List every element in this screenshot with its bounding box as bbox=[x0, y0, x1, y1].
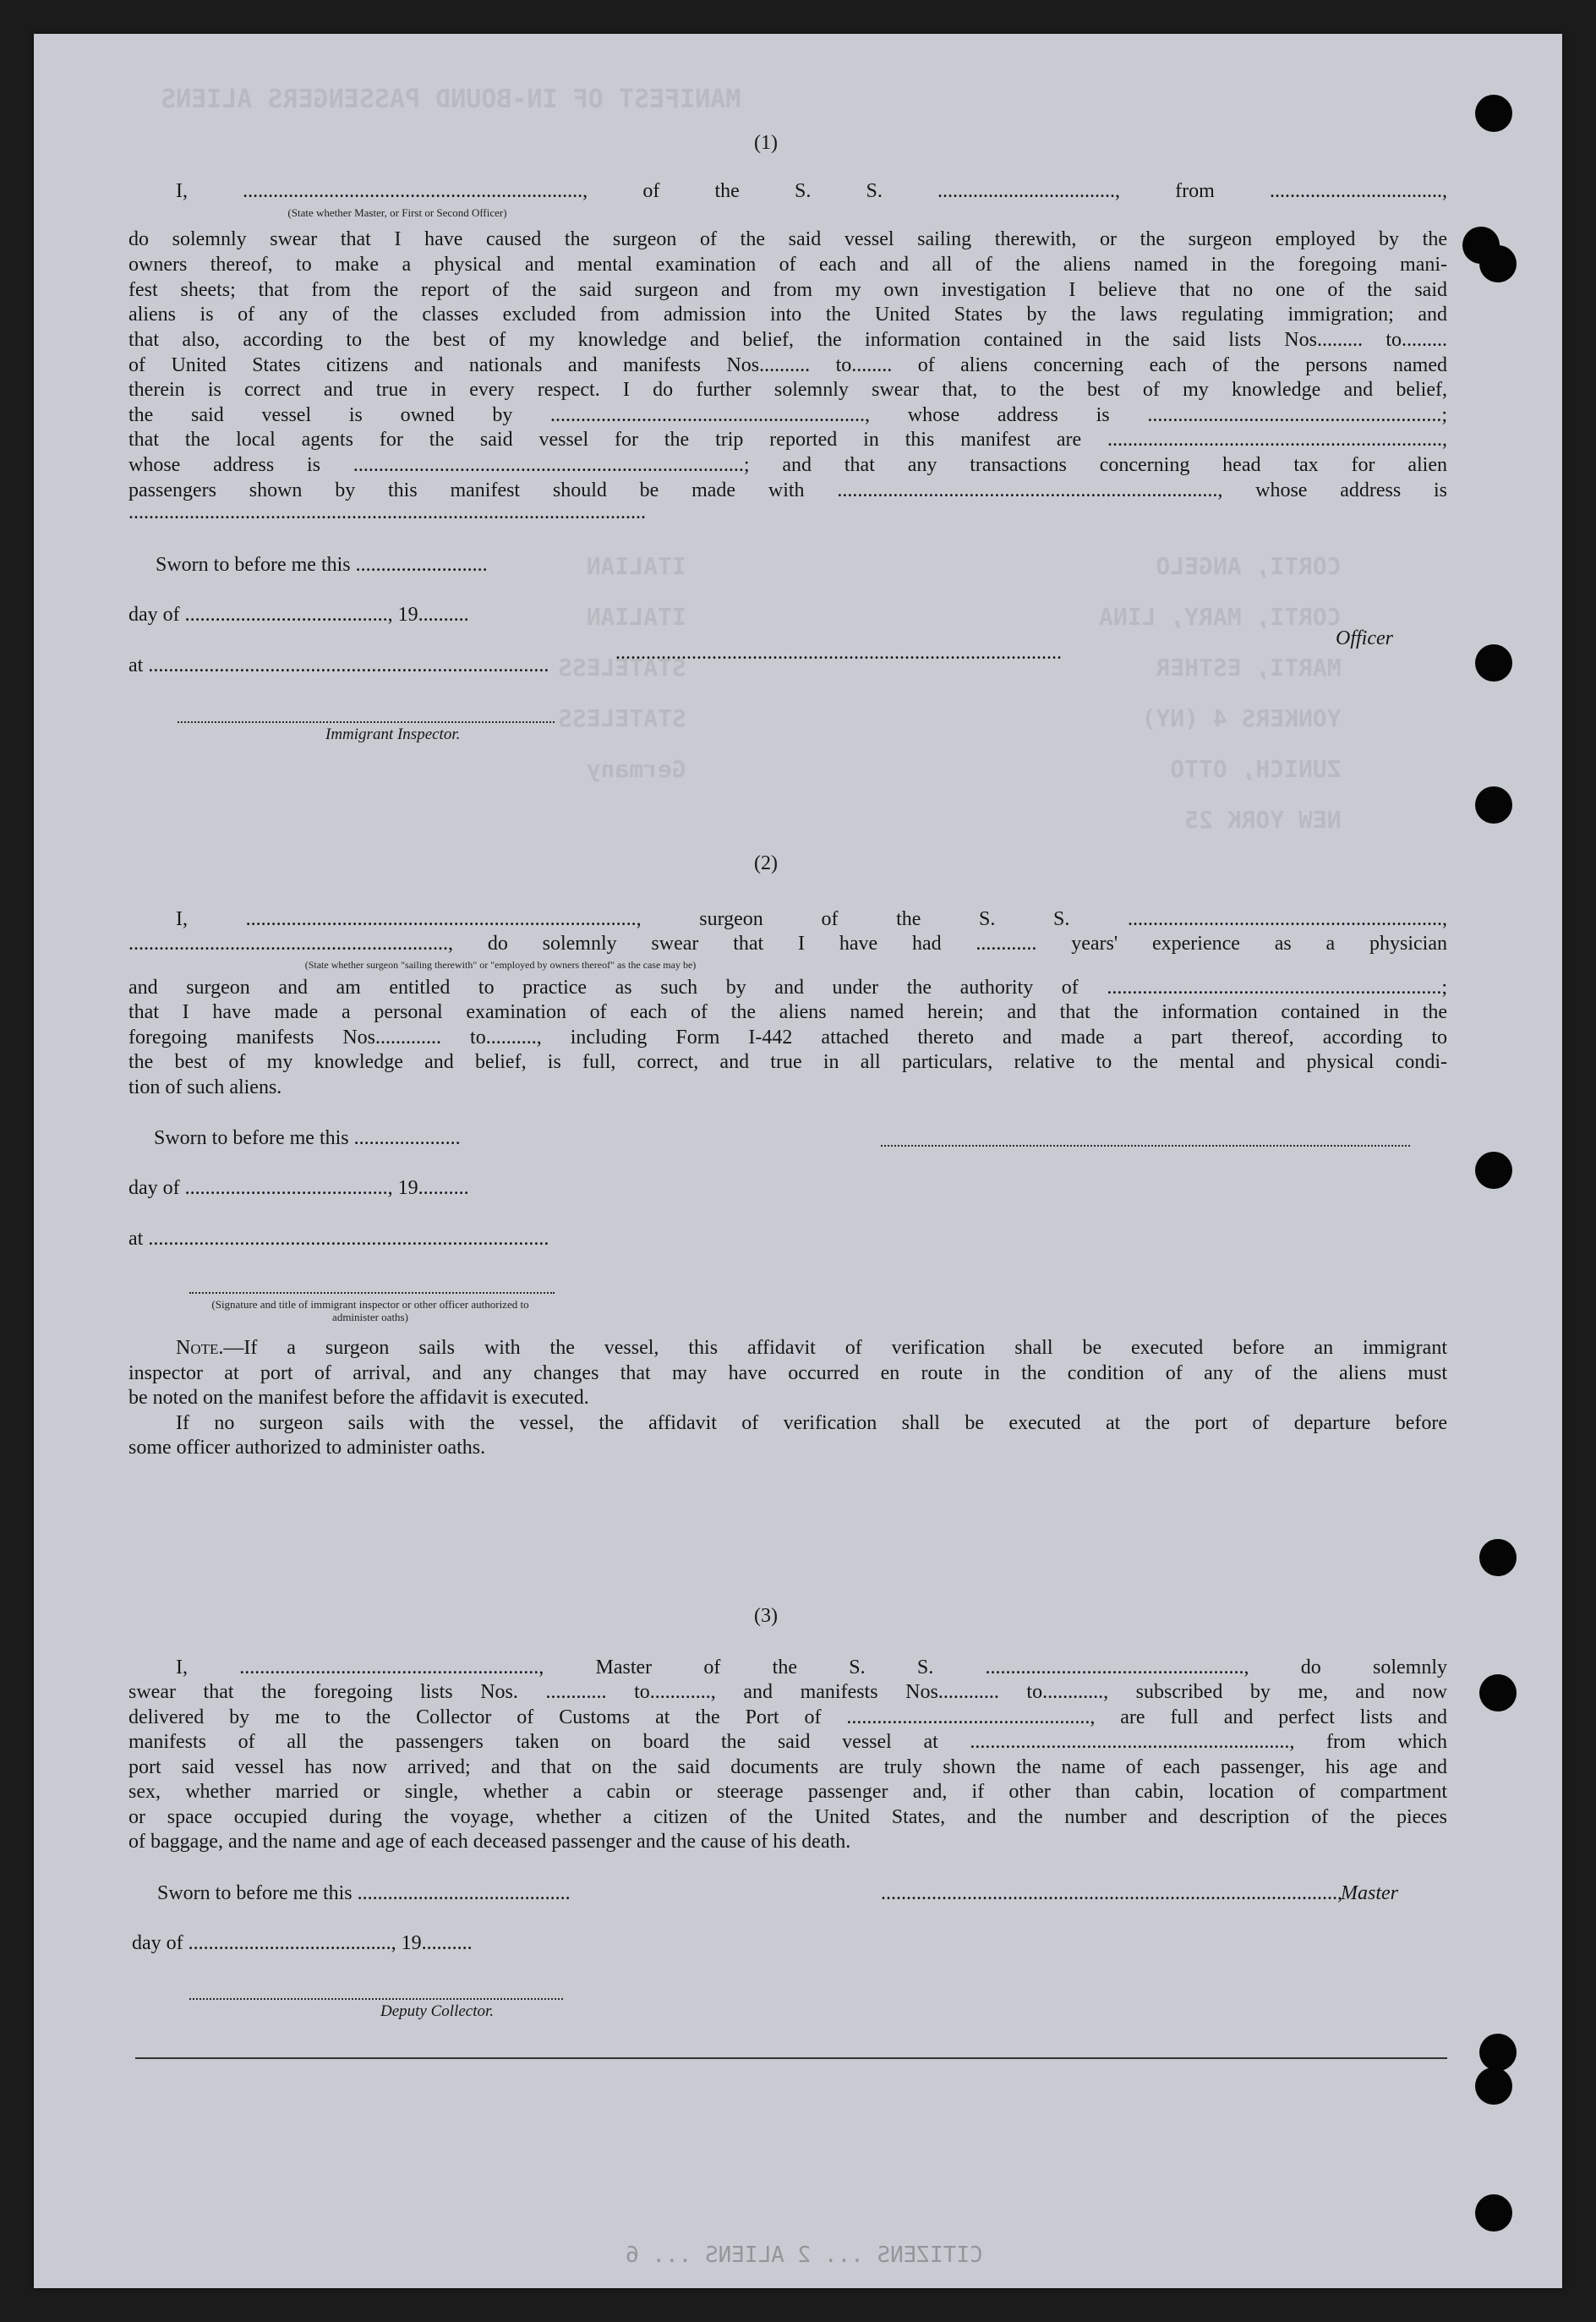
at-line: at ............................................................................... bbox=[128, 654, 549, 676]
affidavit-1-line: aliens is of any of the classes excluded from admission into the United States by the laws regulating immigration; and bbox=[128, 304, 1447, 326]
affidavit-3-line: I, ..........................................................., Master of the S. S. ..................................................., do solemnly bbox=[176, 1657, 1447, 1679]
section-number: (1) bbox=[754, 132, 778, 154]
bleed-through-text: MANIFEST OF IN-BOUND PASSENGERS ALIENS bbox=[161, 85, 741, 114]
signature-line bbox=[881, 1145, 1410, 1147]
affidavit-2-line: ..............................................................., do solemnly swear that I have had ............ years' experience as a physician bbox=[128, 933, 1447, 955]
punch-hole bbox=[1479, 2034, 1517, 2071]
affidavit-1-line: that the local agents for the said vessel for the trip reported in this manifest are .................................................................., bbox=[128, 429, 1447, 451]
affidavit-1-line: ...................................................................................................... bbox=[128, 501, 646, 523]
day-line: day of ........................................, 19.......... bbox=[132, 1932, 473, 1954]
footer-stamp: CITIZENS ... 2 ALIENS ... 6 bbox=[626, 2243, 983, 2268]
bleed-through-text: CORTI, ANGELO CORTI, MARY, LINA MARTI, ESTHER YONKERS 4 (NY) ZUNICH, OTTO NEW YORK 25 bbox=[1099, 552, 1342, 834]
inspector-signature-line bbox=[178, 721, 555, 723]
affidavit-3-line: swear that the foregoing lists Nos. ............ to............, and manifests Nos............ to............, subscribed by me, and now bbox=[128, 1681, 1447, 1703]
affidavit-2-line: tion of such aliens. bbox=[128, 1076, 282, 1098]
sworn-line: Sworn to before me this ..................... bbox=[154, 1127, 461, 1149]
punch-hole bbox=[1475, 786, 1512, 824]
punch-hole bbox=[1479, 1539, 1517, 1576]
officer-label: Officer bbox=[1336, 627, 1393, 649]
sworn-line: Sworn to before me this .......................... bbox=[156, 554, 488, 576]
role-note: (State whether surgeon "sailing therewith" or "employed by owners thereof" as the case may be) bbox=[304, 959, 697, 971]
note-label: Note. bbox=[176, 1337, 224, 1359]
section-number: (2) bbox=[754, 852, 778, 874]
affidavit-1-line: whose address is .............................................................................; and that any transactions concerning head tax for alien bbox=[128, 454, 1447, 476]
affidavit-2-line: I, ............................................................................., surgeon of the S. S. .............................................................., bbox=[176, 908, 1447, 930]
sworn-line: Sworn to before me this .......................................... bbox=[157, 1882, 571, 1904]
punch-hole bbox=[1475, 95, 1512, 132]
day-line: day of ........................................, 19.......... bbox=[128, 604, 469, 626]
collector-signature-line bbox=[189, 1998, 563, 2000]
master-label: Master bbox=[1341, 1882, 1398, 1904]
bleed-through-text: ITALIAN ITALIAN STATELESS STATELESS Germany bbox=[558, 552, 686, 783]
affidavit-1-line: do solemnly swear that I have caused the surgeon of the said vessel sailing therewith, or the surgeon employed by the bbox=[128, 228, 1447, 250]
affidavit-3-line: sex, whether married or single, whether a cabin or steerage passenger and, if other than cabin, location of compartment bbox=[128, 1781, 1447, 1803]
at-line: at ............................................................................... bbox=[128, 1228, 549, 1250]
section-number: (3) bbox=[754, 1605, 778, 1627]
note-text: some officer authorized to administer oaths. bbox=[128, 1437, 486, 1459]
role-note: (State whether Master, or First or Second Officer) bbox=[287, 206, 507, 219]
affidavit-1-line: of United States citizens and nationals and manifests Nos.......... to........ of aliens concerning each of the persons named bbox=[128, 354, 1447, 376]
affidavit-3-line: port said vessel has now arrived; and that on the said documents are truly shown the name of each passenger, his age and bbox=[128, 1756, 1447, 1778]
signature-caption: (Signature and title of immigrant inspector or other officer authorized to administer oaths) bbox=[211, 1298, 529, 1323]
note-text: inspector at port of arrival, and any changes that may have occurred en route in the condition of any of the aliens must bbox=[128, 1362, 1447, 1384]
punch-hole bbox=[1479, 1674, 1517, 1711]
affidavit-2-line: foregoing manifests Nos............. to.........., including Form I-442 attached thereto and made a part thereof, according to bbox=[128, 1027, 1447, 1049]
note-text: be noted on the manifest before the affidavit is executed. bbox=[128, 1387, 589, 1409]
affidavit-2-line: the best of my knowledge and belief, is full, correct, and true in all particulars, relative to the mental and physical condi- bbox=[128, 1051, 1447, 1073]
affidavit-3-line: delivered by me to the Collector of Customs at the Port of ................................................, are full and perfect lists and bbox=[128, 1706, 1447, 1728]
note-text: If no surgeon sails with the vessel, the affidavit of verification shall be executed at the port of departure before bbox=[176, 1412, 1447, 1434]
affidavit-3-line: or space occupied during the voyage, whether a citizen of the United States, and the number and description of the pieces bbox=[128, 1806, 1447, 1828]
punch-hole bbox=[1475, 2067, 1512, 2105]
note-text: —If a surgeon sails with the vessel, this affidavit of verification shall be executed before an immigrant bbox=[223, 1337, 1447, 1359]
affidavit-1-line: I, ..................................................................., of the S. S. ..................................., from .................................., bbox=[176, 180, 1447, 202]
affidavit-1-line: therein is correct and true in every respect. I do further solemnly swear that, to the best of my knowledge and belief, bbox=[128, 379, 1447, 401]
bottom-rule bbox=[135, 2057, 1447, 2059]
note-paragraph bbox=[176, 1336, 1447, 1361]
affidavit-1-line: owners thereof, to make a physical and mental examination of each and all of the aliens named in the foregoing mani- bbox=[128, 254, 1447, 276]
affidavit-2-line: that I have made a personal examination of each of the aliens named herein; and that the information contained in the bbox=[128, 1001, 1447, 1023]
affidavit-1-line: fest sheets; that from the report of the said surgeon and from my own investigation I believe that no one of the said bbox=[128, 279, 1447, 301]
inspector-signature-line bbox=[189, 1292, 555, 1294]
document-sheet bbox=[34, 34, 1562, 2288]
affidavit-3-line: manifests of all the passengers taken on board the said vessel at ..............................................................., from which bbox=[128, 1731, 1447, 1753]
affidavit-3-line: of baggage, and the name and age of each deceased passenger and the cause of his death. bbox=[128, 1831, 851, 1853]
inspector-label: Immigrant Inspector. bbox=[325, 726, 461, 743]
affidavit-1-line: passengers shown by this manifest should be made with ..........................................................................., whose address is bbox=[128, 479, 1447, 501]
officer-signature-line: ........................................................................................ bbox=[615, 642, 1062, 664]
collector-label: Deputy Collector. bbox=[380, 2002, 495, 2020]
master-signature-line: .........................................................................................., bbox=[881, 1882, 1342, 1904]
punch-hole bbox=[1475, 1152, 1512, 1189]
punch-hole bbox=[1475, 2194, 1512, 2232]
affidavit-2-line: and surgeon and am entitled to practice as such by and under the authority of ..................................................................; bbox=[128, 977, 1447, 999]
punch-hole bbox=[1479, 245, 1517, 282]
punch-hole bbox=[1475, 644, 1512, 682]
affidavit-1-line: that also, according to the best of my knowledge and belief, the information contained in the said lists Nos......... to......... bbox=[128, 329, 1447, 351]
affidavit-1-line: the said vessel is owned by .............................................................., whose address is ..........................................................; bbox=[128, 404, 1447, 426]
day-line: day of ........................................, 19.......... bbox=[128, 1177, 469, 1199]
